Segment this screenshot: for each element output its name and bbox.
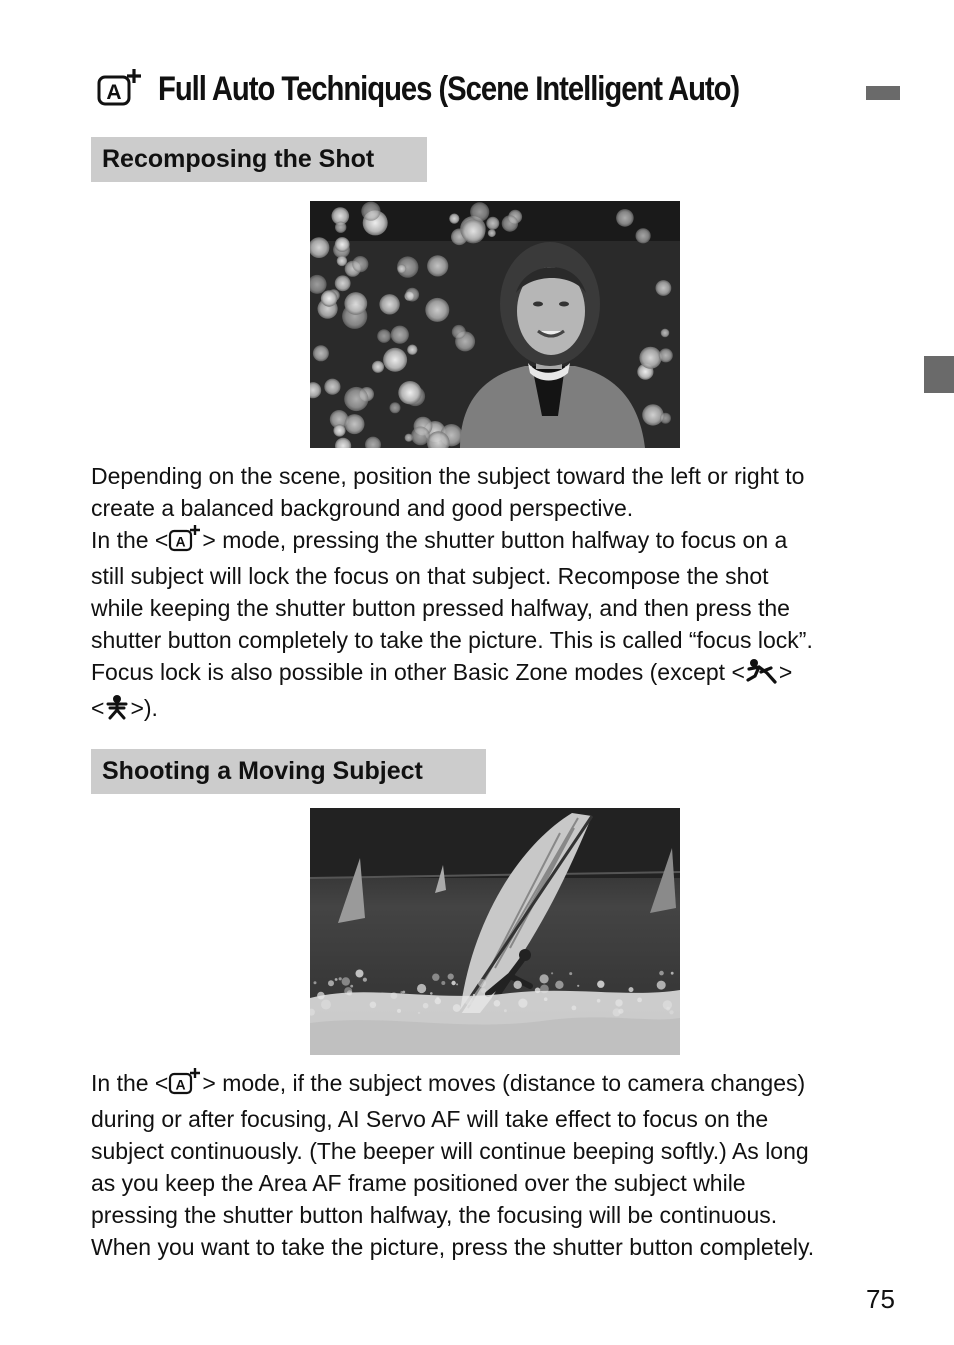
scene-intelligent-auto-icon <box>168 1067 202 1103</box>
text-line: pressing the shutter button halfway, the focusing will be continuous. <box>91 1202 778 1228</box>
text-line: >). <box>130 695 158 721</box>
svg-text:A: A <box>175 1076 186 1093</box>
scene-intelligent-auto-icon <box>96 67 146 112</box>
text-line: during or after focusing, AI Servo AF will take effect to focus on the <box>91 1106 769 1132</box>
text-line: Focus lock is also possible in other Basic Zone modes (except < <box>91 659 745 685</box>
scene-intelligent-auto-icon <box>168 524 202 560</box>
page-title <box>96 64 834 114</box>
text-line: < <box>91 695 105 721</box>
svg-text:A: A <box>175 533 186 550</box>
page-title-text: Full Auto Techniques (Scene Intelligent Auto) <box>158 69 740 108</box>
kids-mode-icon <box>104 694 130 728</box>
paragraph-moving-subject <box>91 1067 911 1263</box>
paragraph-recomposing <box>91 460 911 728</box>
text-line: In the < <box>91 527 169 553</box>
svg-text:A: A <box>106 80 122 104</box>
text-line: subject continuously. (The beeper will continue beeping softly.) As long <box>91 1138 809 1164</box>
photo-woman-in-flowers <box>310 201 680 448</box>
text-line: In the < <box>91 1070 169 1096</box>
text-line: > mode, if the subject moves (distance to camera changes) <box>202 1070 806 1096</box>
text-line: Depending on the scene, position the subject toward the left or right to <box>91 463 805 489</box>
text-line: > <box>778 659 793 685</box>
section-heading-recomposing: Recomposing the Shot <box>91 137 427 182</box>
text-line: as you keep the Area AF frame positioned over the subject while <box>91 1170 746 1196</box>
photo-windsurfer <box>310 808 680 1055</box>
section-heading-moving-subject: Shooting a Moving Subject <box>91 749 486 794</box>
page-number: 75 <box>866 1284 895 1314</box>
sports-mode-icon <box>745 658 779 692</box>
text-line: still subject will lock the focus on that subject. Recompose the shot <box>91 563 769 589</box>
chapter-side-tab <box>924 356 954 393</box>
text-line: > mode, pressing the shutter button halfway to focus on a <box>202 527 788 553</box>
text-line: shutter button completely to take the picture. This is called “focus lock”. <box>91 627 813 653</box>
text-line: When you want to take the picture, press the shutter button completely. <box>91 1234 815 1260</box>
title-decor-bar <box>866 86 900 100</box>
text-line: while keeping the shutter button pressed halfway, and then press the <box>91 595 790 621</box>
text-line: create a balanced background and good perspective. <box>91 495 634 521</box>
